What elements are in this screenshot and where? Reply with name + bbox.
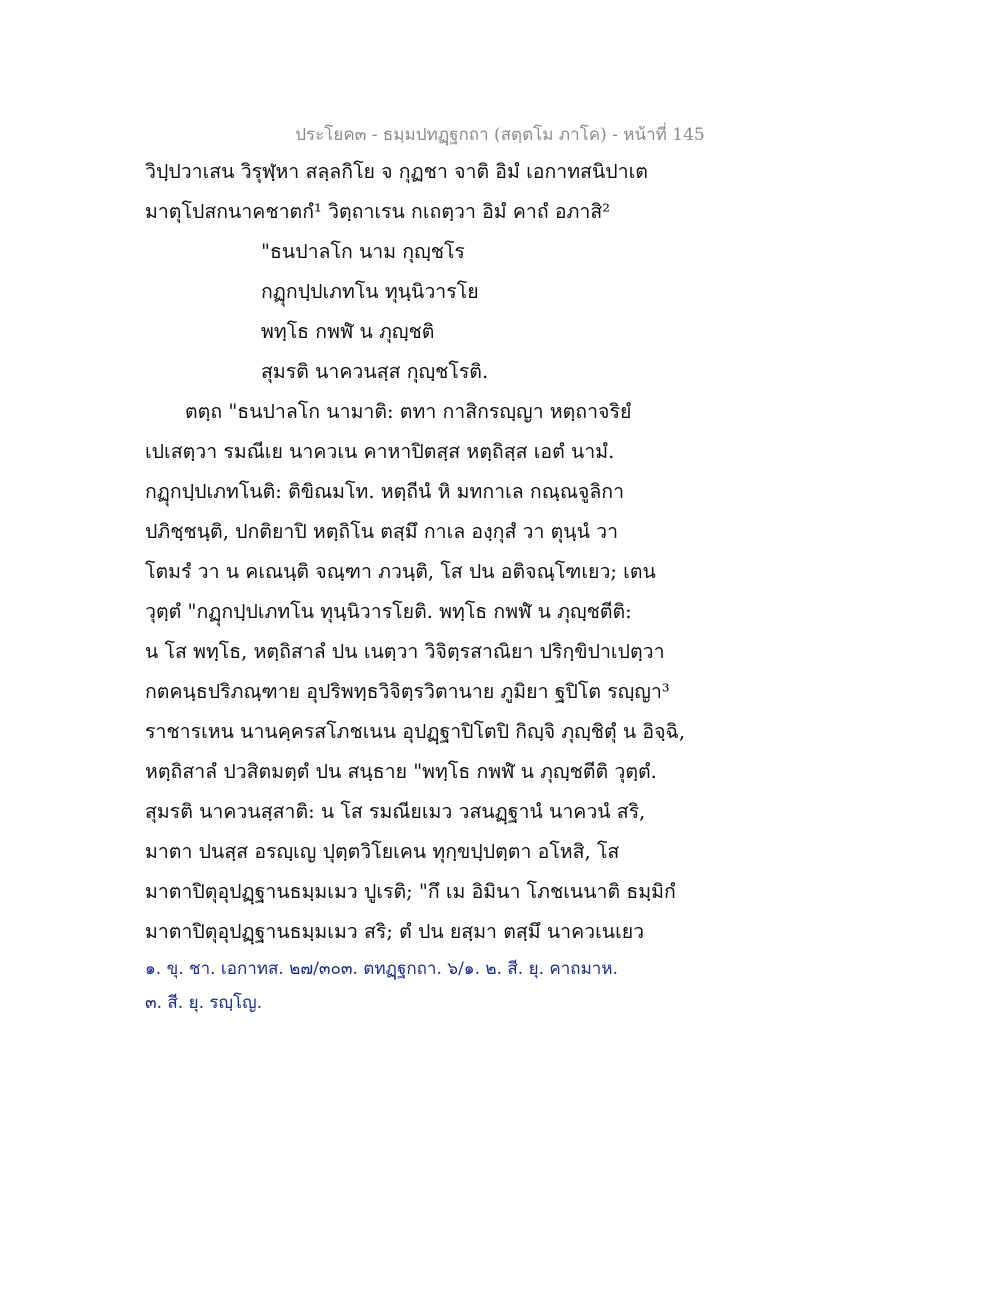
body-text [145, 152, 865, 952]
body-line: มาตุโปสกนาคชาตกํ¹ วิตฺถาเรน กเถตฺวา อิมํ คาถํ อภาสิ² [145, 200, 611, 223]
body-line: น โส พทฺโธ, หตฺถิสาลํ ปน เนตฺวา วิจิตฺรสาณิยา ปริกฺขิปาเปตฺวา [145, 640, 665, 663]
body-line: วิปฺปวาเสน วิรุฬฺหา สลฺลกิโย จ กุฏชา จาติ อิมํ เอกาทสนิปาเต [145, 160, 648, 183]
body-line: มาตาปิตุอุปฏฺฐานธมฺมเมว ปูเรติ; "กึ เม อิมินา โภชเนนาติ ธมฺมิกํ [145, 880, 676, 903]
verse-line: พทฺโธ กพฬํ น ภุญฺชติ [261, 320, 435, 343]
body-line: เปเสตฺวา รมณีเย นาควเน คาหาปิตสฺส หตฺถิสฺส เอตํ นามํ. [145, 440, 615, 463]
body-line: หตฺถิสาลํ ปวสิตมตฺตํ ปน สนฺธาย "พทฺโธ กพฬํ น ภุญฺชตีติ วุตฺตํ. [145, 760, 657, 783]
body-line: ราชารเหน นานคฺครสโภชเนน อุปฏฺฐาปิโตปิ กิญฺจิ ภุญฺชิตุํ น อิจฺฉิ, [145, 720, 686, 743]
body-line: มาตา ปนสฺส อรญฺเญ ปุตฺตวิโยเคน ทุกฺขปฺปตฺตา อโหสิ, โส [145, 840, 620, 863]
paragraph-start-line: ตตฺถ "ธนปาลโก นามาติ: ตทา กาสิกรญฺญา หตฺถาจริยํ [185, 400, 632, 423]
footnotes [145, 952, 865, 1020]
footnote-line: ๑. ขุ. ชา. เอกาทส. ๒๗/๓๐๓. ตทฏฺฐกถา. ๖/๑. ๒. สี. ยุ. คาถมาห. [145, 959, 618, 979]
body-line: สุมรติ นาควนสฺสาติ: น โส รมณียเมว วสนฏฺฐานํ นาควนํ สริ, [145, 800, 646, 823]
body-line: มาตาปิตุอุปฏฺฐานธมฺมเมว สริ; ตํ ปน ยสฺมา ตสฺมึ นาควเนเยว [145, 920, 645, 943]
running-header: ประโยค๓ - ธมฺมปทฏฺฐกถา (สตฺตโม ภาโค) - หน้าที่ 145 [295, 125, 705, 145]
footnote-line: ๓. สี. ยุ. รญฺโญ. [145, 993, 263, 1013]
body-line: ปภิชฺชนฺติ, ปกติยาปิ หตฺถิโน ตสฺมึ กาเล องฺกุสํ วา ตุนฺนํ วา [145, 520, 619, 543]
body-line: โตมรํ วา น คเณนฺติ จณฺฑา ภวนฺติ, โส ปน อติจณฺโฑเยว; เตน [145, 560, 656, 583]
body-line: กฏุกปฺปเภทโนติ: ติขิณมโท. หตฺถีนํ หิ มทกาเล กณฺณจูลิกา [145, 480, 625, 503]
verse-line: "ธนปาลโก นาม กุญฺชโร [261, 240, 465, 263]
verse-line: สุมรติ นาควนสฺส กุญฺชโรติ. [261, 360, 489, 383]
body-line: วุตฺตํ "กฏุกปฺปเภทโน ทุนฺนิวารโยติ. พทฺโธ กพฬํ น ภุญฺชตีติ: [145, 600, 632, 623]
body-line: กตคนฺธปริภณฺฑาย อุปริพทฺธวิจิตฺรวิตานาย ภูมิยา ฐปิโต รญฺญา³ [145, 680, 670, 703]
verse-line: กฏุกปฺปเภทโน ทุนฺนิวารโย [261, 280, 479, 303]
